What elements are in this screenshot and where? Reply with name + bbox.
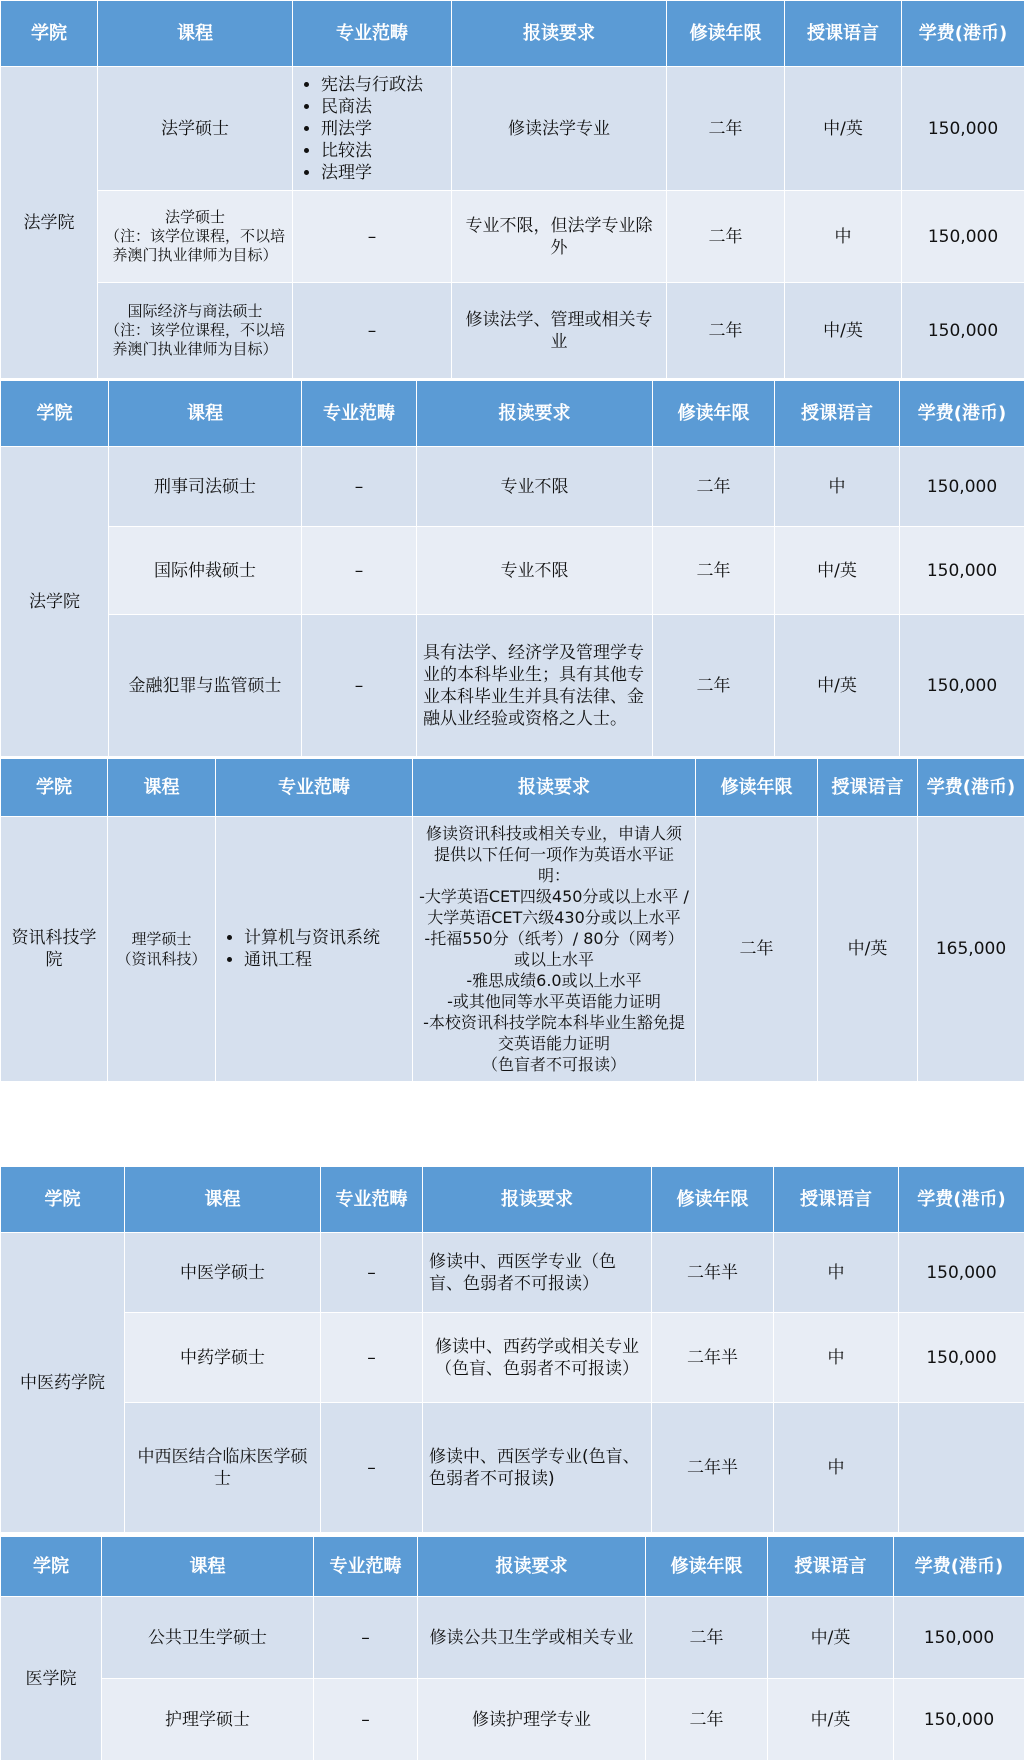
course-cell: 中药学硕士 xyxy=(125,1313,321,1403)
course-cell: 国际经济与商法硕士 （注：该学位课程，不以培养澳门执业律师为目标） xyxy=(98,283,293,379)
requirement-cell: 修读法学、管理或相关专业 xyxy=(452,283,667,379)
fee-cell: 150,000 xyxy=(899,1233,1024,1313)
header-school: 学院 xyxy=(1,381,109,447)
table-row xyxy=(1,1679,1024,1761)
years-cell: 二年半 xyxy=(652,1233,774,1313)
header-requirement: 报读要求 xyxy=(418,1537,646,1597)
table-row xyxy=(1,447,1024,527)
header-row xyxy=(1,1537,1024,1597)
school-cell: 医学院 xyxy=(1,1597,102,1761)
header-language: 授课语言 xyxy=(775,381,900,447)
course-cell: 法学硕士 xyxy=(98,67,293,191)
years-cell: 二年 xyxy=(646,1679,768,1761)
course-cell: 金融犯罪与监管硕士 xyxy=(109,615,302,757)
fee-cell: 150,000 xyxy=(899,1313,1024,1403)
fee-cell: 150,000 xyxy=(894,1597,1024,1679)
scope-cell: – xyxy=(302,447,417,527)
language-cell: 中/英 xyxy=(768,1679,894,1761)
course-cell: 中医学硕士 xyxy=(125,1233,321,1313)
requirement-cell: 修读中、西药学或相关专业 （色盲、色弱者不可报读） xyxy=(423,1313,652,1403)
header-language: 授课语言 xyxy=(768,1537,894,1597)
requirement-cell: 修读中、西医学专业（色盲、色弱者不可报读） xyxy=(423,1233,652,1313)
scope-cell xyxy=(216,817,413,1082)
section5-table xyxy=(0,1536,1024,1761)
language-cell: 中 xyxy=(775,447,900,527)
requirement-cell: 专业不限 xyxy=(417,447,653,527)
language-cell: 中/英 xyxy=(818,817,918,1082)
scope-cell: – xyxy=(302,615,417,757)
header-fee: 学费(港币) xyxy=(899,1167,1024,1233)
header-years: 修读年限 xyxy=(653,381,775,447)
language-cell: 中/英 xyxy=(775,527,900,615)
header-language: 授课语言 xyxy=(785,1,902,67)
header-course: 课程 xyxy=(108,759,216,817)
list-item: • 宪法与行政法 xyxy=(321,74,445,96)
header-requirement: 报读要求 xyxy=(413,759,696,817)
course-cell: 法学硕士 （注：该学位课程，不以培养澳门执业律师为目标） xyxy=(98,191,293,283)
requirement-cell: 具有法学、经济学及管理学专业的本科毕业生；具有其他专业本科毕业生并具有法律、金融从业经验或资格之人士。 xyxy=(417,615,653,757)
table-row xyxy=(1,1403,1024,1533)
language-cell: 中/英 xyxy=(768,1597,894,1679)
table-row xyxy=(1,191,1024,283)
header-years: 修读年限 xyxy=(667,1,785,67)
language-cell: 中 xyxy=(774,1403,899,1533)
fee-cell: 150,000 xyxy=(900,615,1024,757)
course-cell: 护理学硕士 xyxy=(102,1679,314,1761)
years-cell: 二年 xyxy=(653,447,775,527)
table-row xyxy=(1,527,1024,615)
header-language: 授课语言 xyxy=(818,759,918,817)
language-cell: 中 xyxy=(785,191,902,283)
header-school: 学院 xyxy=(1,1167,125,1233)
table-row xyxy=(1,1597,1024,1679)
requirement-cell: 专业不限，但法学专业除外 xyxy=(452,191,667,283)
years-cell: 二年 xyxy=(667,191,785,283)
language-cell: 中/英 xyxy=(785,67,902,191)
fee-cell: 150,000 xyxy=(900,527,1024,615)
language-cell: 中 xyxy=(774,1313,899,1403)
section2-table xyxy=(0,380,1024,757)
fee-cell: 150,000 xyxy=(900,447,1024,527)
years-cell: 二年 xyxy=(646,1597,768,1679)
header-scope: 专业范畴 xyxy=(293,1,452,67)
header-years: 修读年限 xyxy=(652,1167,774,1233)
list-item: • 民商法 xyxy=(321,96,445,118)
list-item: • 计算机与资讯系统 xyxy=(244,927,406,949)
header-years: 修读年限 xyxy=(646,1537,768,1597)
school-cell: 法学院 xyxy=(1,67,98,379)
header-requirement: 报读要求 xyxy=(452,1,667,67)
course-cell: 中西医结合临床医学硕士 xyxy=(125,1403,321,1533)
fee-cell: 165,000 xyxy=(918,817,1024,1082)
header-scope: 专业范畴 xyxy=(216,759,413,817)
scope-cell: – xyxy=(314,1679,418,1761)
scope-cell xyxy=(293,67,452,191)
header-school: 学院 xyxy=(1,1,98,67)
header-row xyxy=(1,381,1024,447)
scope-cell: – xyxy=(302,527,417,615)
section1-table xyxy=(0,0,1024,379)
table-row xyxy=(1,817,1024,1082)
list-item: • 通讯工程 xyxy=(244,949,406,971)
requirement-cell: 修读中、西医学专业(色盲、色弱者不可报读) xyxy=(423,1403,652,1533)
fee-cell: 150,000 xyxy=(902,191,1024,283)
scope-list xyxy=(222,927,406,971)
language-cell: 中/英 xyxy=(785,283,902,379)
requirement-cell: 修读公共卫生学或相关专业 xyxy=(418,1597,646,1679)
language-cell: 中/英 xyxy=(775,615,900,757)
header-language: 授课语言 xyxy=(774,1167,899,1233)
table-row xyxy=(1,283,1024,379)
scope-cell: – xyxy=(321,1313,423,1403)
header-row xyxy=(1,1167,1024,1233)
header-fee: 学费(港币) xyxy=(902,1,1024,67)
years-cell: 二年半 xyxy=(652,1403,774,1533)
course-cell: 公共卫生学硕士 xyxy=(102,1597,314,1679)
table-row xyxy=(1,1233,1024,1313)
header-row xyxy=(1,1,1024,67)
fee-cell: 150,000 xyxy=(902,283,1024,379)
school-cell: 中医药学院 xyxy=(1,1233,125,1533)
scope-cell: – xyxy=(321,1233,423,1313)
list-item: • 法理学 xyxy=(321,162,445,184)
table-row xyxy=(1,615,1024,757)
header-course: 课程 xyxy=(125,1167,321,1233)
language-cell: 中 xyxy=(774,1233,899,1313)
section4-table xyxy=(0,1166,1024,1533)
header-fee: 学费(港币) xyxy=(894,1537,1024,1597)
header-requirement: 报读要求 xyxy=(417,381,653,447)
scope-cell: – xyxy=(321,1403,423,1533)
course-cell: 国际仲裁硕士 xyxy=(109,527,302,615)
fee-cell: 150,000 xyxy=(894,1679,1024,1761)
scope-cell: – xyxy=(314,1597,418,1679)
years-cell: 二年半 xyxy=(652,1313,774,1403)
section3-table xyxy=(0,758,1024,1082)
requirement-cell: 修读护理学专业 xyxy=(418,1679,646,1761)
years-cell: 二年 xyxy=(667,283,785,379)
course-cell: 理学硕士 （资讯科技） xyxy=(108,817,216,1082)
fee-cell xyxy=(899,1403,1024,1533)
list-item: • 比较法 xyxy=(321,140,445,162)
scope-list xyxy=(299,74,445,184)
header-course: 课程 xyxy=(98,1,293,67)
school-cell: 法学院 xyxy=(1,447,109,757)
header-years: 修读年限 xyxy=(696,759,818,817)
fee-cell: 150,000 xyxy=(902,67,1024,191)
header-fee: 学费(港币) xyxy=(900,381,1024,447)
school-cell: 资讯科技学院 xyxy=(1,817,108,1082)
header-course: 课程 xyxy=(102,1537,314,1597)
header-scope: 专业范畴 xyxy=(302,381,417,447)
years-cell: 二年 xyxy=(696,817,818,1082)
requirement-cell: 修读资讯科技或相关专业，申请人须提供以下任何一项作为英语水平证明： -大学英语CET四级450分或以上水平 / 大学英语CET六级430分或以上水平 -托福550分（纸考）/ 80分（网考）或以上水平 -雅思成绩6.0或以上水平 -或其他同等水平英语能力证明 -本校资讯科技学院本科毕业生豁免提交英语能力证明 （色盲者不可报读） xyxy=(413,817,696,1082)
header-scope: 专业范畴 xyxy=(314,1537,418,1597)
years-cell: 二年 xyxy=(653,527,775,615)
scope-cell: – xyxy=(293,283,452,379)
header-scope: 专业范畴 xyxy=(321,1167,423,1233)
requirement-cell: 修读法学专业 xyxy=(452,67,667,191)
years-cell: 二年 xyxy=(653,615,775,757)
header-fee: 学费(港币) xyxy=(918,759,1024,817)
list-item: • 刑法学 xyxy=(321,118,445,140)
requirement-cell: 专业不限 xyxy=(417,527,653,615)
table-row xyxy=(1,1313,1024,1403)
header-row xyxy=(1,759,1024,817)
scope-cell: – xyxy=(293,191,452,283)
header-school: 学院 xyxy=(1,759,108,817)
course-cell: 刑事司法硕士 xyxy=(109,447,302,527)
header-requirement: 报读要求 xyxy=(423,1167,652,1233)
header-school: 学院 xyxy=(1,1537,102,1597)
table-row xyxy=(1,67,1024,191)
years-cell: 二年 xyxy=(667,67,785,191)
header-course: 课程 xyxy=(109,381,302,447)
